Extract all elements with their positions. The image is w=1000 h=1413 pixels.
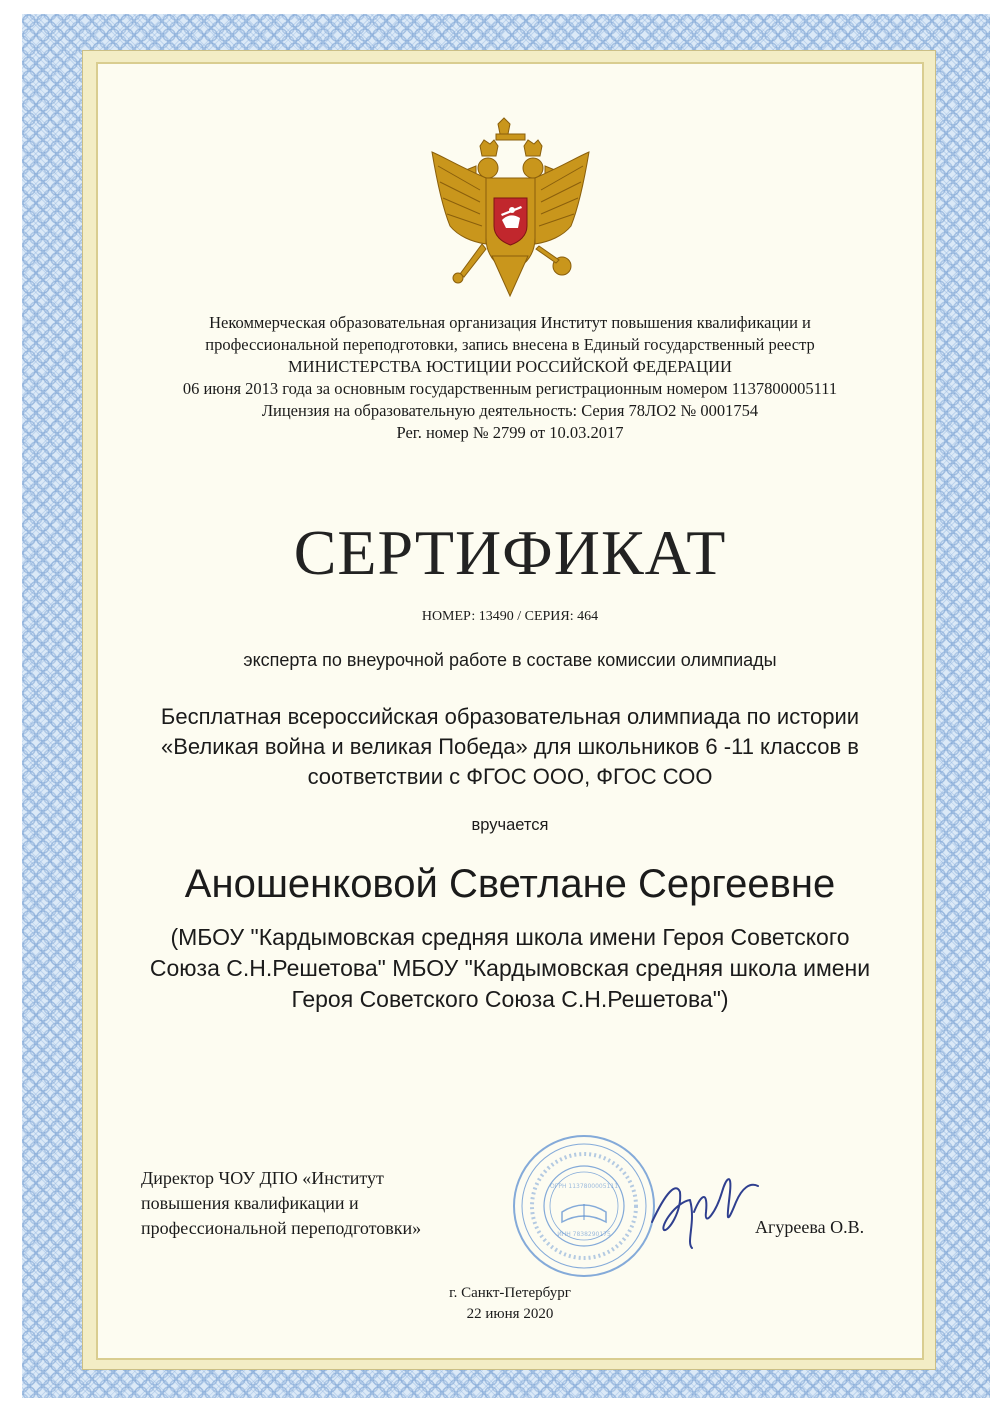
expert-role: эксперта по внеурочной работе в составе комиссии олимпиады: [243, 650, 777, 670]
school-description: [98, 922, 922, 1015]
org-line-2: профессиональной переподготовки, запись внесена в Единый государственный реестр: [205, 335, 815, 354]
olympiad-description: [98, 702, 922, 792]
director-line-2: повышения квалификации и: [141, 1193, 359, 1213]
stamp-icon: [510, 1132, 658, 1280]
signature-icon: [646, 1152, 764, 1256]
olympiad-line-3: соответствии с ФГОС ООО, ФГОС СОО: [307, 764, 713, 789]
school-line-2: Союза С.Н.Решетова" МБОУ "Кардымовская средняя школа имени: [149, 955, 871, 981]
director-line-1: Директор ЧОУ ДПО «Институт: [141, 1168, 384, 1188]
stamp-ogrn: ОГРН 1137800005111: [549, 1183, 619, 1190]
issue-place-date: [98, 1283, 922, 1325]
issue-date: 22 июня 2020: [466, 1306, 554, 1322]
stamp-inn: ИНН 7838290175: [557, 1231, 611, 1238]
license-line: Лицензия на образовательную деятельность: Серия 78ЛО2 № 0001754: [261, 401, 759, 420]
org-line-4: 06 июня 2013 года за основным государственным регистрационным номером 1137800005111: [182, 379, 838, 398]
school-line-1: (МБОУ "Кардымовская средняя школа имени Героя Советского: [170, 924, 850, 950]
coat-of-arms-icon: [428, 116, 593, 301]
certificate-content: [98, 64, 922, 1358]
city: г. Санкт-Петербург: [449, 1285, 571, 1301]
org-line-3: МИНИСТЕРСТВА ЮСТИЦИИ РОССИЙСКОЙ ФЕДЕРАЦИИ: [288, 357, 732, 376]
recipient-name: Аношенковой Светлане Сергеевне: [184, 862, 836, 906]
certificate-title: СЕРТИФИКАТ: [293, 517, 727, 588]
registration-line: Рег. номер № 2799 от 10.03.2017: [396, 423, 624, 442]
olympiad-line-2: «Великая война и великая Победа» для школьников 6 -11 классов в: [161, 734, 859, 759]
director-line-3: профессиональной переподготовки»: [141, 1218, 422, 1238]
org-line-1: Некоммерческая образовательная организация Институт повышения квалификации и: [209, 313, 811, 332]
olympiad-line-1: Бесплатная всероссийская образовательная олимпиада по истории: [160, 704, 860, 729]
certificate-number: НОМЕР: 13490 / СЕРИЯ: 464: [421, 609, 599, 624]
school-line-3: Героя Советского Союза С.Н.Решетова"): [291, 986, 729, 1012]
director-title: [141, 1166, 501, 1241]
awarded-label: вручается: [471, 816, 549, 834]
signer-name: Агуреева О.В.: [755, 1217, 865, 1237]
